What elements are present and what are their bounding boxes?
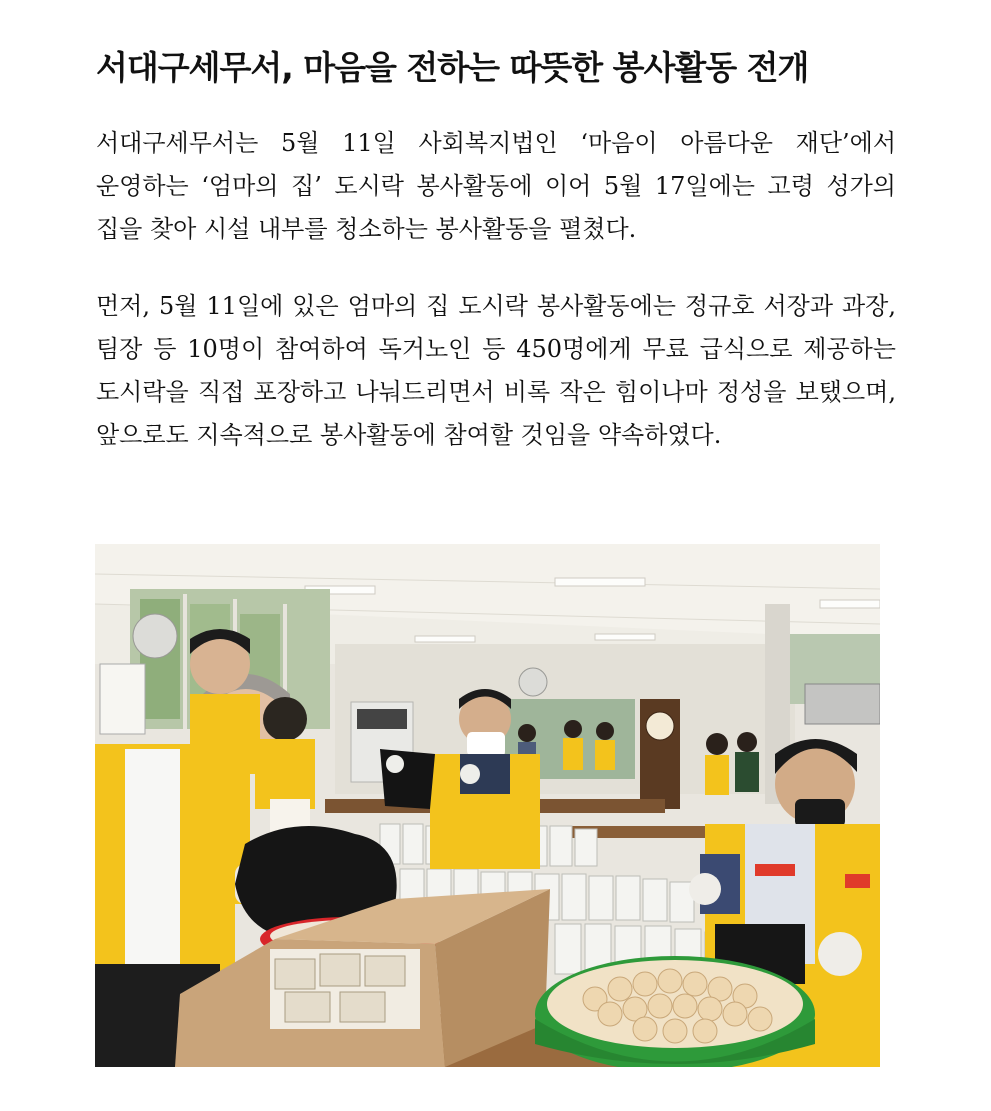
ceiling-light xyxy=(555,578,645,586)
green-basket-yogurt-drinks xyxy=(535,956,815,1067)
article-paragraph-1: 서대구세무서는 5월 11일 사회복지법인 ‘마음이 아름다운 재단’에서 운영하는 ‘엄마의 집’ 도시락 봉사활동에 이어 5월 17일에는 고령 성가의 집을 찾아 시설 내부를 청소하는 봉사활동을 펼쳤다. xyxy=(96,129,896,243)
ceiling-light xyxy=(595,634,655,640)
wall-fan xyxy=(519,668,547,696)
volunteer-activity-photo xyxy=(95,544,880,1067)
ceiling-light xyxy=(415,636,475,642)
volunteer-left-back xyxy=(190,629,260,774)
article-title: 서대구세무서, 마음을 전하는 따뜻한 봉사활동 전개 xyxy=(96,48,809,87)
wall-calendar xyxy=(100,664,145,734)
volunteer-left-far xyxy=(255,697,315,839)
equipment-box xyxy=(805,684,880,724)
ceiling-light xyxy=(820,600,880,608)
article-paragraph-2: 먼저, 5월 11일에 있은 엄마의 집 도시락 봉사활동에는 정규호 서장과 과장, 팀장 등 10명이 참여하여 독거노인 등 450명에게 무료 급식으로 제공하는 도시락을 직접 포장하고 나눠드리면서 비록 작은 힘이나마 정성을 보탰으며, 앞으로도 지속적으로 봉사활동에 참여할 것임을 약속하였다. xyxy=(96,292,896,449)
wall-fan xyxy=(133,614,177,658)
